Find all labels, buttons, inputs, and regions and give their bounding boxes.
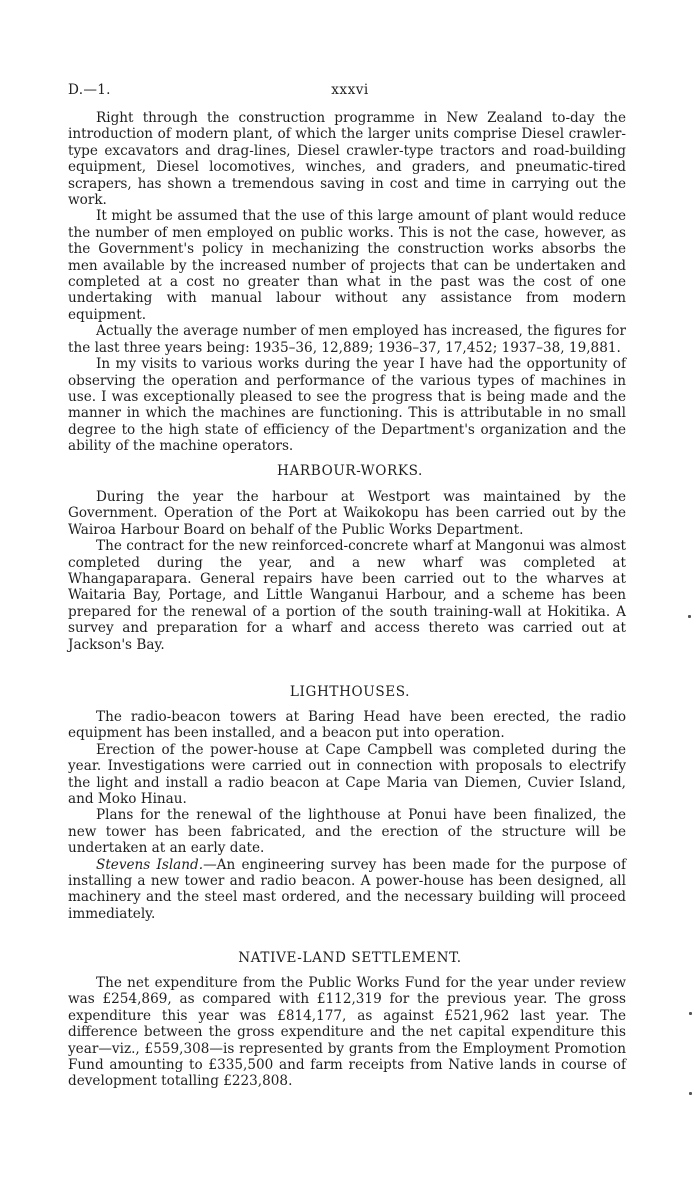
scan-speck	[689, 1092, 692, 1095]
intro-section	[68, 110, 626, 455]
paragraph: Right through the construction programme in New Zealand to-day the introduction of modern plant, of which the larger units comprise Diesel crawler-type excavators and drag-lines, Diesel crawler-type tractors and road-building equipment, Diesel locomotives, winches, and graders, and pneumatic-tired scrapers, has shown a tremendous saving in cost and time in carrying out the work.	[68, 110, 626, 209]
paragraph: The radio-beacon towers at Baring Head have been erected, the radio equipment has been installed, and a beacon put into operation.	[68, 709, 626, 742]
scan-speck	[689, 1012, 692, 1015]
paragraph: Plans for the renewal of the lighthouse at Ponui have been finalized, the new tower has been fabricated, and the erection of the structure will be undertaken at an early date.	[68, 807, 626, 857]
page-header	[0, 82, 700, 100]
page-number: xxxvi	[331, 82, 369, 98]
paragraph: Erection of the power-house at Cape Campbell was completed during the year. Investigations were carried out in connection with proposals to electrify the light and install a radio beacon at Cape Maria van Diemen, Cuvier Island, and Moko Hinau.	[68, 741, 626, 808]
section-heading-harbour-works: HARBOUR-WORKS.	[277, 463, 423, 479]
document-reference: D.—1.	[68, 82, 111, 98]
paragraph: The contract for the new reinforced-concrete wharf at Mangonui was almost completed during the year, and a new wharf was completed at Whangaparapara. General repairs have been carried out to the wharves at Waitaria Bay, Portage, and Little Wanganui Harbour, and a scheme has been prepared for the renewal of a portion of the south training-wall at Hokitika. A survey and preparation for a wharf and access thereto was carried out at Jackson's Bay.	[68, 538, 626, 653]
section-heading-native-land-settlement: NATIVE-LAND SETTLEMENT.	[238, 950, 462, 966]
lighthouses-section	[68, 709, 626, 922]
stevens-island-title: Stevens Island.	[96, 856, 204, 873]
paragraph: Actually the average number of men employed has increased, the figures for the last three years being: 1935–36, 12,889; 1936–37, 17,452; 1937–38, 19,881.	[68, 323, 626, 356]
section-heading-lighthouses: LIGHTHOUSES.	[289, 684, 411, 700]
paragraph: In my visits to various works during the year I have had the opportunity of observing the operation and performance of the various types of machines in use. I was exceptionally pleased to see the progress that is being made and the manner in which the machines are functioning. This is attributable in no small degree to the high state of efficiency of the Department's organization and the ability of the machine operators.	[68, 356, 626, 455]
scan-speck	[688, 615, 691, 618]
harbour-works-section	[68, 489, 626, 653]
stevens-island-text: —An engineering survey has been made for the purpose of installing a new tower and radio beacon. A power-house has been designed, all machinery and the steel mast ordered, and the necessary building will proceed immediately.	[68, 856, 626, 922]
native-land-section	[68, 975, 626, 1090]
paragraph: During the year the harbour at Westport was maintained by the Government. Operation of the Port at Waikokopu has been carried out by the Wairoa Harbour Board on behalf of the Public Works Department.	[68, 489, 626, 538]
paragraph: The net expenditure from the Public Works Fund for the year under review was £254,869, as compared with £112,319 for the previous year. The gross expenditure this year was £814,177, as against £521,962 last year. The difference between the gross expenditure and the net capital expenditure this year—viz., £559,308—is represented by grants from the Employment Promotion Fund amounting to £335,500 and farm receipts from Native lands in course of development totalling £223,808.	[68, 975, 626, 1090]
paragraph: It might be assumed that the use of this large amount of plant would reduce the number of men employed on public works. This is not the case, however, as the Government's policy in mechanizing the construction works absorbs the men available by the increased number of projects that can be undertaken and completed at a cost no greater than what in the past was the cost of one undertaking with manual labour without any assistance from modern equipment.	[68, 208, 626, 323]
stevens-island-paragraph	[68, 857, 626, 923]
